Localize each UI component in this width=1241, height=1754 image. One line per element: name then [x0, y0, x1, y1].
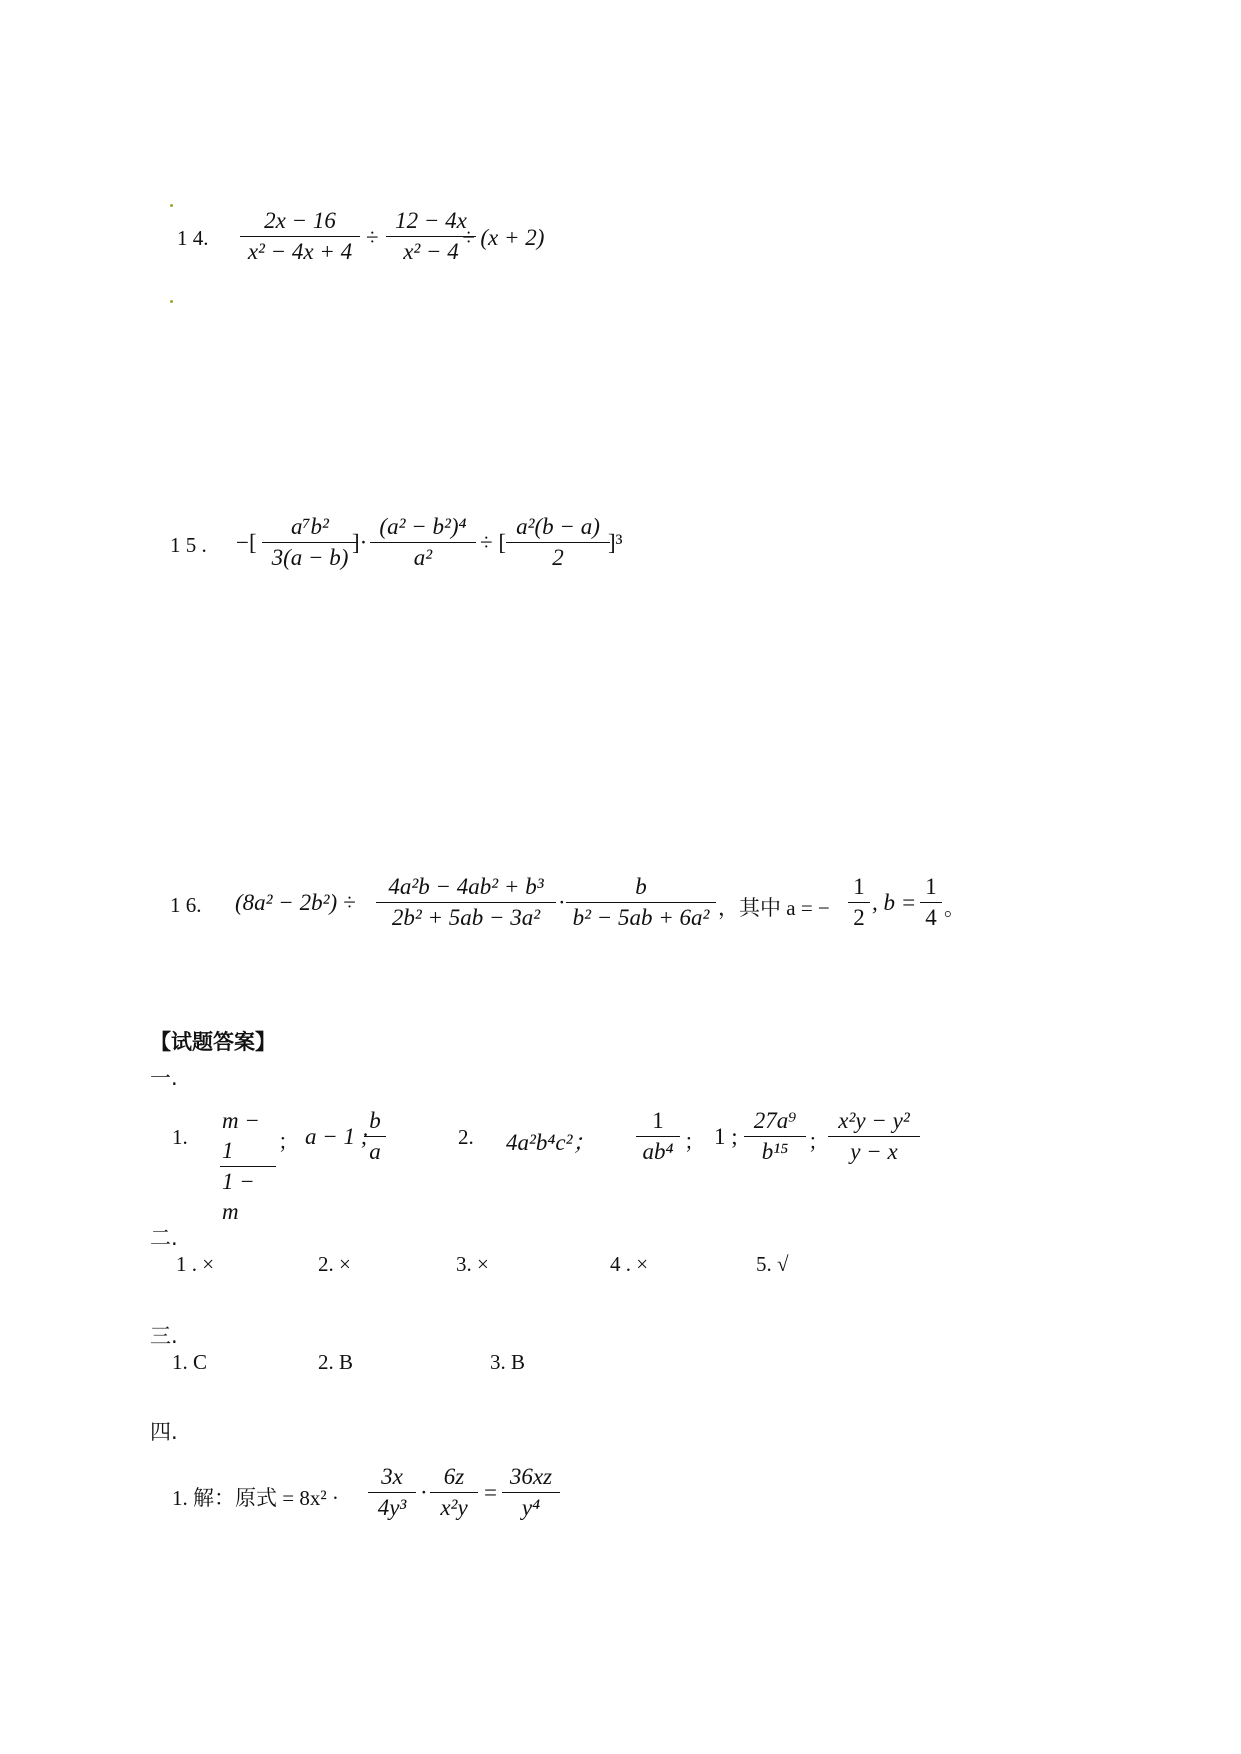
numerator: m − 1: [222, 1108, 260, 1163]
numerator: 1: [853, 874, 865, 899]
denominator: 4y³: [377, 1495, 407, 1520]
fraction: [920, 872, 942, 933]
denominator: 2: [853, 905, 865, 930]
divide-bracket: ÷ [: [480, 530, 507, 555]
denominator: 3(a − b): [271, 545, 349, 570]
numerator: a²(b − a): [516, 514, 600, 539]
denominator: 2: [552, 545, 564, 570]
denominator: 2b² + 5ab − 3a²: [391, 905, 541, 930]
multiply-dot: ·: [558, 890, 566, 915]
fraction: [376, 872, 556, 933]
denominator: b² − 5ab + 6a²: [572, 905, 710, 930]
denominator: 1 − m: [222, 1169, 255, 1224]
equals-sign: =: [484, 1480, 497, 1505]
fraction: [240, 206, 360, 267]
numerator: a⁷b²: [291, 514, 329, 539]
denominator: x² − 4: [403, 239, 459, 264]
numerator: 3x: [381, 1464, 403, 1489]
fraction: [220, 1106, 276, 1227]
numerator: 4a²b − 4ab² + b³: [388, 874, 544, 899]
numerator: 27a⁹: [753, 1108, 797, 1133]
answer-value: a − 1 ;: [305, 1124, 369, 1149]
numerator: 36xz: [509, 1464, 553, 1489]
denominator: x² − 4x + 4: [247, 239, 353, 264]
denominator: a: [369, 1139, 381, 1164]
answer-item: 4 . ×: [610, 1252, 649, 1276]
denominator: y⁴: [521, 1495, 541, 1520]
expression-lead: (8a² − 2b²) ÷: [235, 890, 356, 915]
fraction: [636, 1106, 680, 1167]
fraction: [502, 1462, 560, 1523]
problem-number: 1 5 .: [170, 533, 207, 557]
denominator: b¹⁵: [761, 1139, 789, 1164]
denominator: a²: [413, 545, 433, 570]
fraction: [368, 1462, 416, 1523]
answers-heading: 【试题答案】: [150, 1030, 276, 1054]
numerator: x²y − y²: [838, 1108, 910, 1133]
numerator: 6z: [443, 1464, 465, 1489]
fraction: [364, 1106, 386, 1167]
fraction: [828, 1106, 920, 1167]
answer-item: 5. √: [756, 1252, 789, 1276]
bracket-close: ]·: [352, 530, 368, 555]
separator: ；: [278, 1130, 299, 1154]
solution-lead: 1. 解：原式 = 8x² ·: [172, 1486, 339, 1510]
decor-dot: [170, 300, 173, 303]
numerator: b: [635, 874, 647, 899]
decor-dot: [170, 204, 173, 207]
answer-item: 2. B: [318, 1350, 354, 1374]
fraction: [430, 1462, 478, 1523]
fraction: [506, 512, 610, 573]
numerator: 1: [925, 874, 937, 899]
fraction: [566, 872, 716, 933]
condition-text: ，其中 a = −: [718, 896, 830, 920]
denominator: y − x: [850, 1139, 898, 1164]
bracket-open: −[: [236, 530, 257, 555]
fraction: [744, 1106, 806, 1167]
numerator: 12 − 4x: [395, 208, 467, 233]
section-title: 一.: [150, 1066, 178, 1090]
bracket-cube: ]³: [608, 530, 623, 555]
section-title: 二.: [150, 1226, 178, 1250]
numerator: (a² − b²)⁴: [379, 514, 467, 539]
separator: ；: [684, 1130, 705, 1154]
denominator: x²y: [440, 1495, 468, 1520]
answer-item: 1 . ×: [176, 1252, 215, 1276]
numerator: 1: [652, 1108, 664, 1133]
answer-item: 3. ×: [456, 1252, 489, 1276]
separator: ；: [808, 1130, 829, 1154]
answer-label: 2.: [458, 1125, 474, 1149]
answer-label: 1.: [172, 1125, 188, 1149]
fraction: [262, 512, 358, 573]
numerator: b: [369, 1108, 381, 1133]
fraction: [848, 872, 870, 933]
answer-value: 1 ;: [714, 1124, 738, 1149]
divide-sign: ÷: [366, 225, 379, 250]
section-title: 四.: [150, 1420, 178, 1444]
numerator: 2x − 16: [264, 208, 336, 233]
condition-mid: , b =: [872, 890, 917, 915]
fraction: [370, 512, 476, 573]
expression-tail: ÷ (x + 2): [462, 225, 545, 250]
multiply-dot: ·: [420, 1480, 428, 1505]
answer-item: 1. C: [172, 1350, 208, 1374]
period: 。: [944, 896, 965, 920]
denominator: 4: [925, 905, 937, 930]
answer-item: 2. ×: [318, 1252, 351, 1276]
section-title: 三.: [150, 1324, 178, 1348]
answer-value: 4a²b⁴c²；: [506, 1130, 596, 1155]
problem-number: 1 4.: [177, 226, 209, 250]
problem-number: 1 6.: [170, 893, 202, 917]
answer-item: 3. B: [490, 1350, 526, 1374]
denominator: ab⁴: [642, 1139, 674, 1164]
